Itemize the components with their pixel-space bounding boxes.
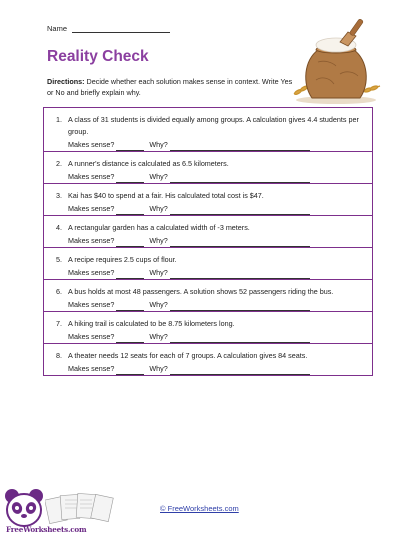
flour-sack-icon <box>288 14 384 106</box>
problem-list <box>43 107 373 376</box>
directions <box>47 76 297 98</box>
why-field[interactable] <box>170 303 310 311</box>
why-label: Why? <box>149 172 168 181</box>
why-label: Why? <box>149 140 168 149</box>
problem-text: Kai has $40 to spend at a fair. His calculated total cost is $47. <box>68 191 264 200</box>
why-field[interactable] <box>170 239 310 247</box>
directions-text: Decide whether each solution makes sense in context. Write Yes or No and briefly explain why. <box>47 77 293 97</box>
problem-box <box>43 279 373 311</box>
name-field[interactable] <box>72 25 170 33</box>
logo-text: FreeWorksheets.com <box>6 525 87 534</box>
worksheet-thumbnails-icon <box>45 490 117 524</box>
problem-number: 7. <box>56 319 62 328</box>
why-label: Why? <box>149 204 168 213</box>
makes-sense-label: Makes sense? <box>68 172 115 181</box>
problem-box <box>43 183 373 215</box>
why-field[interactable] <box>170 207 310 215</box>
problem-box <box>43 215 373 247</box>
problem-number: 1. <box>56 115 62 124</box>
why-field[interactable] <box>170 143 310 151</box>
name-label: Name <box>47 24 68 33</box>
makes-sense-field[interactable] <box>116 271 144 279</box>
problem-box <box>43 343 373 376</box>
why-label: Why? <box>149 236 168 245</box>
problem-number: 6. <box>56 287 62 296</box>
makes-sense-label: Makes sense? <box>68 268 115 277</box>
makes-sense-label: Makes sense? <box>68 140 115 149</box>
problem-box <box>43 247 373 279</box>
problem-box <box>43 107 373 151</box>
why-field[interactable] <box>170 335 310 343</box>
page-title: Reality Check <box>47 48 149 65</box>
name-row <box>47 24 170 33</box>
makes-sense-field[interactable] <box>116 239 144 247</box>
footer-link[interactable]: © FreeWorksheets.com <box>160 504 239 513</box>
why-field[interactable] <box>170 175 310 183</box>
why-field[interactable] <box>170 271 310 279</box>
problem-text: A theater needs 12 seats for each of 7 groups. A calculation gives 84 seats. <box>68 351 308 360</box>
makes-sense-label: Makes sense? <box>68 204 115 213</box>
why-label: Why? <box>149 364 168 373</box>
makes-sense-field[interactable] <box>116 175 144 183</box>
makes-sense-field[interactable] <box>116 143 144 151</box>
makes-sense-field[interactable] <box>116 335 144 343</box>
makes-sense-field[interactable] <box>116 303 144 311</box>
problem-text: A bus holds at most 48 passengers. A solution shows 52 passengers riding the bus. <box>68 287 334 296</box>
makes-sense-field[interactable] <box>116 367 144 375</box>
problem-number: 2. <box>56 159 62 168</box>
problem-number: 5. <box>56 255 62 264</box>
makes-sense-label: Makes sense? <box>68 332 115 341</box>
problem-text: A rectangular garden has a calculated width of -3 meters. <box>68 223 250 232</box>
why-label: Why? <box>149 300 168 309</box>
problem-number: 3. <box>56 191 62 200</box>
problem-number: 8. <box>56 351 62 360</box>
problem-box <box>43 151 373 183</box>
problem-text: A class of 31 students is divided equally among groups. A calculation gives 4.4 students per group. <box>68 115 359 136</box>
problem-text: A runner's distance is calculated as 6.5 kilometers. <box>68 159 229 168</box>
makes-sense-label: Makes sense? <box>68 364 115 373</box>
makes-sense-field[interactable] <box>116 207 144 215</box>
problem-box <box>43 311 373 343</box>
why-label: Why? <box>149 268 168 277</box>
directions-label: Directions: <box>47 77 85 86</box>
makes-sense-label: Makes sense? <box>68 300 115 309</box>
why-label: Why? <box>149 332 168 341</box>
problem-text: A hiking trail is calculated to be 8.75 kilometers long. <box>68 319 235 328</box>
problem-text: A recipe requires 2.5 cups of flour. <box>68 255 177 264</box>
problem-number: 4. <box>56 223 62 232</box>
why-field[interactable] <box>170 367 310 375</box>
makes-sense-label: Makes sense? <box>68 236 115 245</box>
